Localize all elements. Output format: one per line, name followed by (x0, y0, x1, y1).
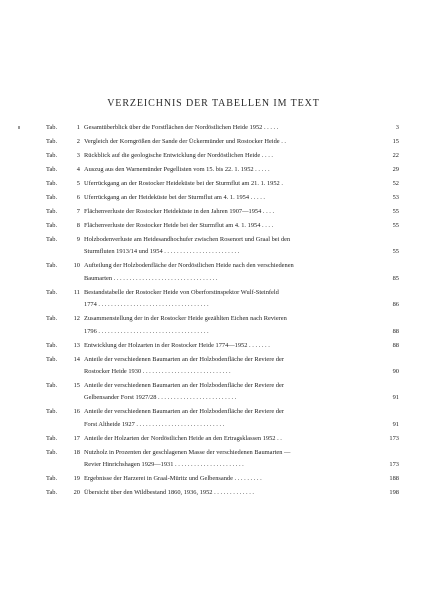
margin-mark (18, 126, 20, 129)
entry-label: Tab. (46, 262, 58, 270)
entry-title: Anteile der verschiedenen Baumarten an der Holzbodenfläche der Reviere der (84, 355, 284, 363)
entry-title: Anteile der Holzarten der Nordöstlichen Heide an den Ertragsklassen 1952 . . (84, 434, 282, 442)
entry-page-number: 198 (389, 489, 399, 497)
entry-title: Rostocker Heide 1930 . . . . . . . . . . . . . . . . . . . . . . . . . . . . (84, 368, 231, 375)
entry-title: Uferrückgang an der Heideküste bei der Sturmflut am 4. 1. 1954 . . . . . (84, 194, 266, 201)
entry-page-number: 91 (392, 420, 399, 428)
entry-page-number: 88 (392, 327, 399, 335)
entry-label: Tab. (46, 341, 58, 349)
entry-page-number: 90 (392, 368, 399, 375)
entry-number: 17 (73, 434, 80, 442)
entry-number: 9 (76, 236, 80, 243)
entry-number: 2 (76, 138, 80, 145)
entry-page-number: 88 (392, 341, 399, 349)
entry-title: 1774 . . . . . . . . . . . . . . . . . . . . . . . . . . . . . . . . . . . (84, 301, 209, 309)
entry-label: Tab. (46, 166, 58, 173)
entry-label: Tab. (46, 382, 58, 389)
entry-number: 13 (73, 341, 80, 349)
entry-label: Tab. (46, 434, 58, 442)
entry-number: 19 (73, 475, 80, 483)
entry-number: 16 (73, 408, 80, 416)
entry-label: Tab. (46, 408, 58, 416)
entry-label: Tab. (46, 138, 58, 145)
entry-number: 11 (73, 288, 80, 296)
entry-label: Tab. (46, 194, 58, 201)
entry-label: Tab. (46, 489, 58, 497)
entry-page-number: 91 (392, 394, 399, 402)
entry-title: Uferrückgang an der Rostocker Heideküste bei der Sturmflut am 21. 1. 1952 . (84, 180, 283, 187)
entry-number: 6 (76, 194, 80, 201)
entry-label: Tab. (46, 236, 58, 243)
entry-page-number: 55 (392, 208, 399, 215)
entry-title: Rückblick auf die geologische Entwicklung der Nordöstlichen Heide . . . . (84, 152, 274, 159)
entry-page-number: 173 (389, 461, 399, 469)
entry-label: Tab. (46, 152, 58, 159)
entry-title: Vergleich der Korngrößen der Sande der Ückermünder und Rostocker Heide . . (84, 138, 287, 145)
entry-title: Gelbensander Forst 1927/28 . . . . . . . . . . . . . . . . . . . . . . . . . (84, 394, 237, 402)
entry-title: Flächenverluste der Rostocker Heide bei der Sturmflut am 4. 1. 1954 . . . . (84, 222, 274, 229)
entry-label: Tab. (46, 222, 58, 229)
entry-title: Bestandstabelle der Rostocker Heide von Oberforstinspektor Wulf-Steinfeld (84, 288, 279, 296)
entry-title: Sturmfluten 1913/14 und 1954 . . . . . . . . . . . . . . . . . . . . . . . . (84, 248, 240, 256)
entry-page-number: 15 (392, 138, 399, 145)
entry-number: 5 (76, 180, 80, 187)
entry-page-number: 52 (392, 180, 399, 187)
entry-label: Tab. (46, 180, 58, 187)
entry-page-number: 29 (392, 166, 399, 173)
entry-number: 15 (73, 382, 80, 389)
entry-label: Tab. (46, 124, 58, 131)
page-title: VERZEICHNIS DER TABELLEN IM TEXT (107, 98, 320, 109)
entry-number: 18 (73, 448, 80, 456)
entry-number: 1 (76, 124, 80, 131)
entry-page-number: 55 (392, 222, 399, 229)
entry-number: 4 (76, 166, 80, 173)
entry-page-number: 173 (389, 434, 399, 442)
entry-title: Baumarten . . . . . . . . . . . . . . . . . . . . . . . . . . . . . . . . . (84, 274, 218, 282)
entry-title: Anteile der verschiedenen Baumarten an der Holzbodenfläche der Reviere der (84, 408, 284, 416)
entry-number: 10 (73, 262, 80, 270)
entry-title: Entwicklung der Holzarten in der Rostocker Heide 1774—1952 . . . . . . . (84, 341, 270, 349)
entry-page-number: 53 (392, 194, 399, 201)
entry-page-number: 22 (392, 152, 399, 159)
entry-title: Revier Hinrichshagen 1929—1931 . . . . . . . . . . . . . . . . . . . . . . (84, 461, 244, 469)
entry-title: Holzbodenverluste am Heidesandhochufer zwischen Rosenort und Graal bei den (84, 236, 291, 243)
entry-page-number: 55 (392, 248, 399, 256)
entry-title: Ergebnisse der Harzerei in Graal-Müritz und Gelbensande . . . . . . . . . (84, 475, 262, 483)
entry-number: 12 (73, 315, 80, 323)
entry-title: Anteile der verschiedenen Baumarten an der Holzbodenfläche der Reviere der (84, 382, 284, 389)
entry-title: Gesamtüberblick über die Forstflächen der Nordöstlichen Heide 1952 . . . . . (84, 124, 279, 131)
entry-page-number: 188 (389, 475, 399, 483)
entry-label: Tab. (46, 448, 58, 456)
entry-title: 1796 . . . . . . . . . . . . . . . . . . . . . . . . . . . . . . . . . . . (84, 327, 209, 335)
entry-label: Tab. (46, 475, 58, 483)
entry-title: Forst Altheide 1927 . . . . . . . . . . . . . . . . . . . . . . . . . . . . (84, 420, 225, 428)
entry-number: 8 (76, 222, 80, 229)
entry-label: Tab. (46, 208, 58, 215)
entry-title: Aufteilung der Holzbodenfläche der Nordöstlichen Heide nach den verschiedenen (84, 262, 294, 270)
entry-title: Übersicht über den Wildbestand 1860, 1936, 1952 . . . . . . . . . . . . . (84, 489, 255, 497)
entry-number: 3 (76, 152, 80, 159)
entry-title: Zusammenstellung der in der Rostocker Heide gezählten Eichen nach Revieren (84, 315, 287, 323)
entry-page-number: 86 (392, 301, 399, 309)
entry-number: 14 (73, 355, 80, 363)
entry-title: Nutzholz in Prozenten der geschlagenen Masse der verschiedenen Baumarten — (84, 448, 291, 456)
entry-page-number: 3 (395, 124, 399, 131)
entry-title: Flächenverluste der Rostocker Heideküste in den Jahren 1907—1954 . . . . (84, 208, 275, 215)
entry-label: Tab. (46, 315, 58, 323)
entry-label: Tab. (46, 288, 58, 296)
entry-title: Auszug aus den Warnemünder Pegellisten vom 15. bis 22. 1. 1952 . . . . . (84, 166, 270, 173)
entry-page-number: 85 (392, 274, 399, 282)
entry-number: 20 (73, 489, 80, 497)
entry-label: Tab. (46, 355, 58, 363)
entry-number: 7 (76, 208, 80, 215)
